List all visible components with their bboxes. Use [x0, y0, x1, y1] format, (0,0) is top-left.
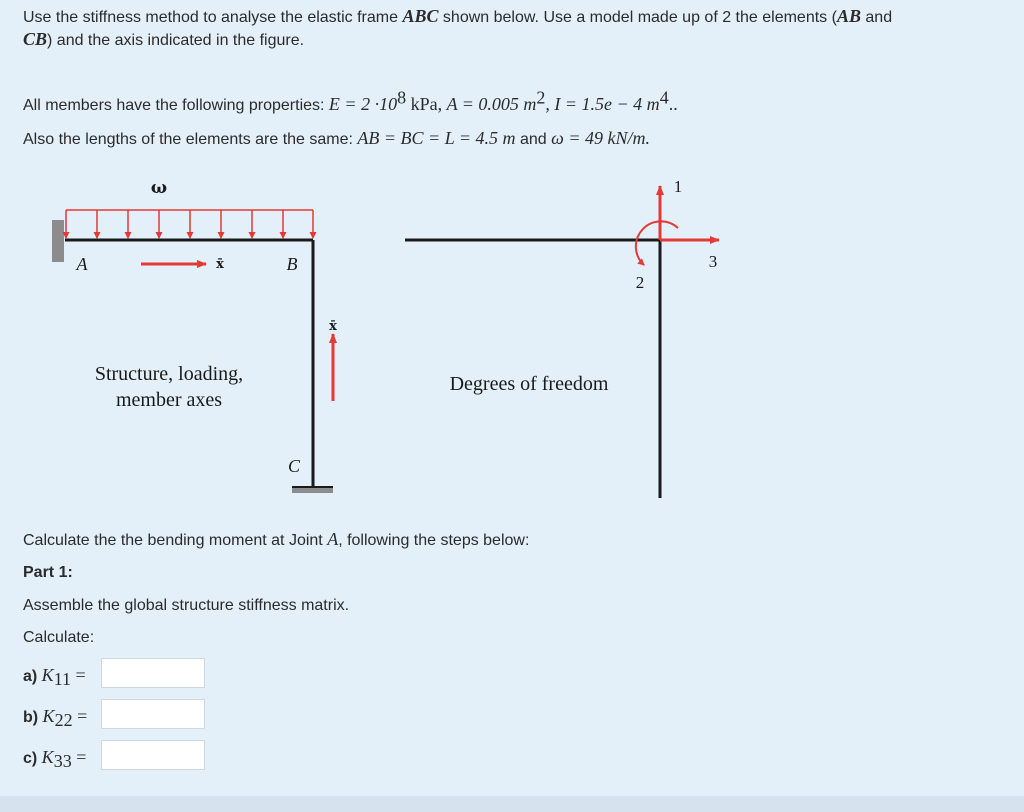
prop-a-exp: 2 [536, 87, 546, 108]
frame-figure [0, 170, 1024, 510]
answer-eq: = [71, 747, 87, 767]
prop-a: A = 0.005 m [446, 94, 537, 114]
dof-diagram [405, 177, 719, 498]
caption-structure: Structure, loading, [94, 363, 244, 385]
prop-i-exp: 4 [659, 87, 669, 108]
k33-input[interactable] [101, 740, 205, 770]
prop-e: E = 2 ·10 [328, 94, 398, 114]
dof-2-label: 2 [635, 273, 645, 292]
node-a-label: A [76, 254, 88, 274]
member-axis-label-cb: x̄ [329, 319, 337, 334]
answer-b-label [23, 704, 87, 730]
answer-prefix: a) [23, 668, 42, 685]
dof-1-label: 1 [673, 177, 683, 196]
joint-a: A [327, 529, 339, 549]
answer-sub: 22 [54, 710, 73, 731]
answer-a-label [23, 663, 86, 689]
bottom-bar [0, 796, 1024, 812]
member-axis-label-ab: x̄ [216, 257, 224, 272]
prop-e-unit: kPa, [406, 94, 447, 114]
task-line [23, 527, 529, 553]
intro-text: and [860, 9, 893, 26]
prop-i-tail: .. [668, 94, 678, 114]
lengths-line [23, 126, 650, 152]
element-cb: CB [23, 29, 48, 49]
node-b-label: B [286, 254, 298, 274]
lengths-expr: AB = BC = L = 4.5 m [357, 128, 516, 148]
lengths-and: and [515, 131, 552, 148]
task-text: Calculate the the bending moment at Joint [23, 532, 328, 549]
task-text: , following the steps below: [338, 532, 530, 549]
answer-eq: = [71, 665, 86, 685]
answer-prefix: c) [23, 750, 42, 767]
structure-left [52, 178, 337, 493]
load-value: ω = 49 kN/m. [551, 128, 650, 148]
k11-input[interactable] [101, 658, 205, 688]
intro-line-2 [23, 27, 304, 53]
answer-eq: = [72, 706, 88, 726]
k22-input[interactable] [101, 699, 205, 729]
node-c-label: C [287, 456, 301, 476]
answer-sub: 11 [53, 669, 72, 690]
caption-dof: Degrees of freedom [449, 373, 609, 395]
answer-var: K [41, 747, 54, 767]
prop-i: , I = 1.5e − 4 m [545, 94, 660, 114]
dof-2-arc [636, 221, 678, 265]
distributed-load [66, 210, 313, 238]
intro-text: ) and the axis indicated in the figure. [47, 32, 305, 49]
assemble-text: Assemble the global structure stiffness matrix. [23, 597, 350, 614]
lengths-label: Also the lengths of the elements are the same: [23, 131, 358, 148]
dof-3-label: 3 [708, 252, 718, 271]
load-label: ω [150, 178, 168, 198]
frame-name: ABC [402, 6, 439, 26]
answer-sub: 33 [53, 751, 72, 772]
intro-text: Use the stiffness method to analyse the elastic frame [23, 9, 403, 26]
answer-var: K [41, 665, 54, 685]
answer-c-label [23, 745, 86, 771]
part-heading: Part 1: [23, 564, 73, 581]
properties-label: All members have the following properties: [23, 97, 329, 114]
fixed-support-a [52, 220, 64, 262]
answer-prefix: b) [23, 709, 43, 726]
caption-member-axes: member axes [115, 389, 223, 411]
properties-line [23, 87, 678, 118]
intro-text: shown below. Use a model made up of 2 the elements ( [438, 9, 837, 26]
element-ab: AB [836, 6, 861, 26]
calculate-text: Calculate: [23, 629, 95, 646]
prop-e-exp: 8 [397, 87, 407, 108]
answer-var: K [42, 706, 55, 726]
